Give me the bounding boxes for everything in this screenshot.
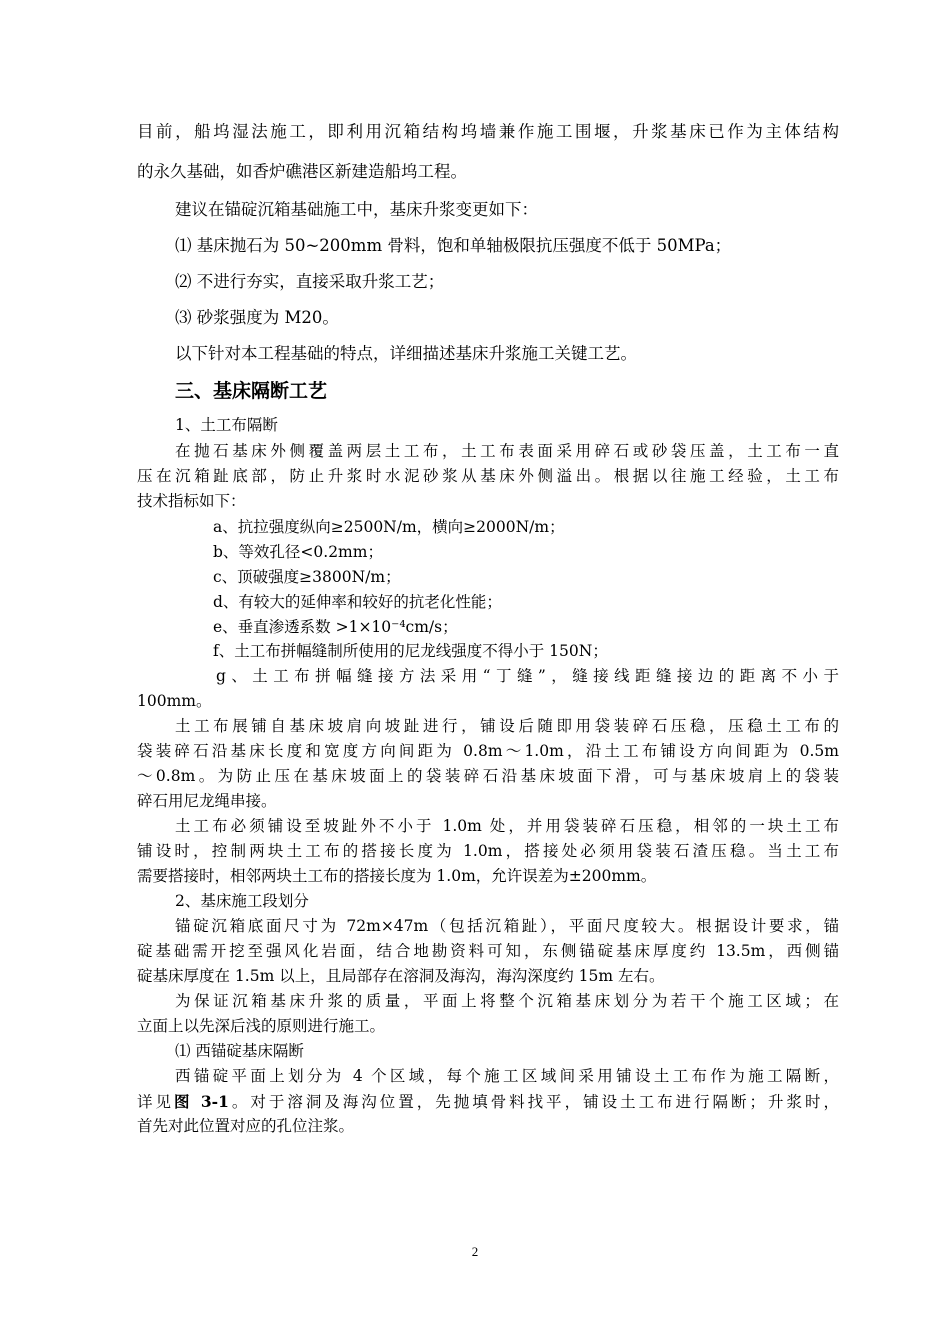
size-para-line-3: 碇基床厚度在 1.5m 以上，且局部存在溶洞及海沟，海沟深度约 15m 左右。 <box>137 967 665 985</box>
page-number: 2 <box>471 1244 479 1259</box>
geotextile-para-line-1: 在抛石基床外侧覆盖两层土工布，土工布表面采用碎石或砂袋压盖，土工布一直 <box>175 442 839 460</box>
section-heading: 三、基床隔断工艺 <box>175 380 328 402</box>
toe-para-line-3: 需要搭接时，相邻两块土工布的搭接长度为 1.0m，允许误差为±200mm。 <box>137 867 657 885</box>
quality-para-line-2: 立面上以先深后浅的原则进行施工。 <box>137 1017 386 1035</box>
geotextile-para-line-2: 压在沉箱趾底部，防止升浆时水泥砂浆从基床外侧溢出。根据以往施工经验，土工布 <box>137 467 839 485</box>
geotextile-para-line-3: 技术指标如下： <box>137 492 246 510</box>
laying-para-line-3: ～0.8m。为防止压在基床坡面上的袋装碎石沿基床坡面下滑，可与基床坡肩上的袋装 <box>137 767 839 785</box>
west-para-line-1: 西锚碇平面上划分为 4 个区域，每个施工区域间采用铺设土工布作为施工隔断， <box>175 1067 839 1085</box>
west-para-line-2-suffix: 。对于溶洞及海沟位置，先抛填骨料找平，铺设土工布进行隔断；升浆时， <box>228 1093 839 1111</box>
spec-item-e: e、垂直渗透系数 >1×10⁻⁴cm/s； <box>213 618 458 636</box>
laying-para-line-2: 袋装碎石沿基床长度和宽度方向间距为 0.8m～1.0m，沿土工布铺设方向间距为 0.5m <box>137 742 839 760</box>
spec-item-b: b、等效孔径<0.2mm； <box>213 543 383 561</box>
subheading-division: 2、基床施工段划分 <box>175 892 309 910</box>
quality-para-line-1: 为保证沉箱基床升浆的质量，平面上将整个沉箱基床划分为若干个施工区域；在 <box>175 992 839 1010</box>
intro-closing: 以下针对本工程基础的特点，详细描述基床升浆施工关键工艺。 <box>175 344 637 363</box>
spec-item-f: f、土工布拼幅缝制所使用的尼龙线强度不得小于 150N； <box>213 642 608 660</box>
toe-para-line-2: 铺设时，控制两块土工布的搭接长度为 1.0m，搭接处必须用袋装石渣压稳。当土工布 <box>137 842 839 860</box>
intro-paragraph-line-2: 的永久基础，如香炉礁港区新建造船坞工程。 <box>137 162 467 181</box>
proposal-item-3: ⑶ 砂浆强度为 M20。 <box>175 308 339 327</box>
proposal-intro: 建议在锚碇沉箱基础施工中，基床升浆变更如下： <box>175 200 538 219</box>
laying-para-line-1: 土工布展铺自基床坡肩向坡趾进行，铺设后随即用袋装碎石压稳，压稳土工布的 <box>175 717 839 735</box>
spec-item-g-line-2: 100mm。 <box>137 692 212 710</box>
proposal-item-2: ⑵ 不进行夯实，直接采取升浆工艺； <box>175 272 445 291</box>
figure-reference: 图 3-1 <box>173 1092 229 1111</box>
size-para-line-2: 碇基础需开挖至强风化岩面，结合地勘资料可知，东侧锚碇基床厚度约 13.5m，西侧锚 <box>137 942 839 960</box>
spec-item-g-line-1: g、土工布拼幅缝接方法采用“丁缝”，缝接线距缝接边的距离不小于 <box>216 667 839 685</box>
spec-item-d: d、有较大的延伸率和较好的抗老化性能； <box>213 593 502 611</box>
intro-paragraph-line-1: 目前，船坞湿法施工，即利用沉箱结构坞墙兼作施工围堰，升浆基床已作为主体结构 <box>137 122 839 141</box>
west-para-line-3: 首先对此位置对应的孔位注浆。 <box>137 1117 355 1135</box>
size-para-line-1: 锚碇沉箱底面尺寸为 72m×47m（包括沉箱趾），平面尺度较大。根据设计要求，锚 <box>175 917 839 935</box>
subheading-geotextile: 1、土工布隔断 <box>175 416 278 434</box>
spec-item-a: a、抗拉强度纵向≥2500N/m，横向≥2000N/m； <box>213 518 565 536</box>
west-para-line-2-prefix: 详见 <box>137 1093 174 1111</box>
spec-item-c: c、顶破强度≥3800N/m； <box>213 568 401 586</box>
subheading-west-anchor: ⑴ 西锚碇基床隔断 <box>175 1042 304 1060</box>
proposal-item-1: ⑴ 基床抛石为 50~200mm 骨料，饱和单轴极限抗压强度不低于 50MPa； <box>175 236 732 255</box>
west-para-line-2 <box>137 1090 839 1114</box>
laying-para-line-4: 碎石用尼龙绳串接。 <box>137 792 277 810</box>
toe-para-line-1: 土工布必须铺设至坡趾外不小于 1.0m 处，并用袋装碎石压稳，相邻的一块土工布 <box>175 817 839 835</box>
